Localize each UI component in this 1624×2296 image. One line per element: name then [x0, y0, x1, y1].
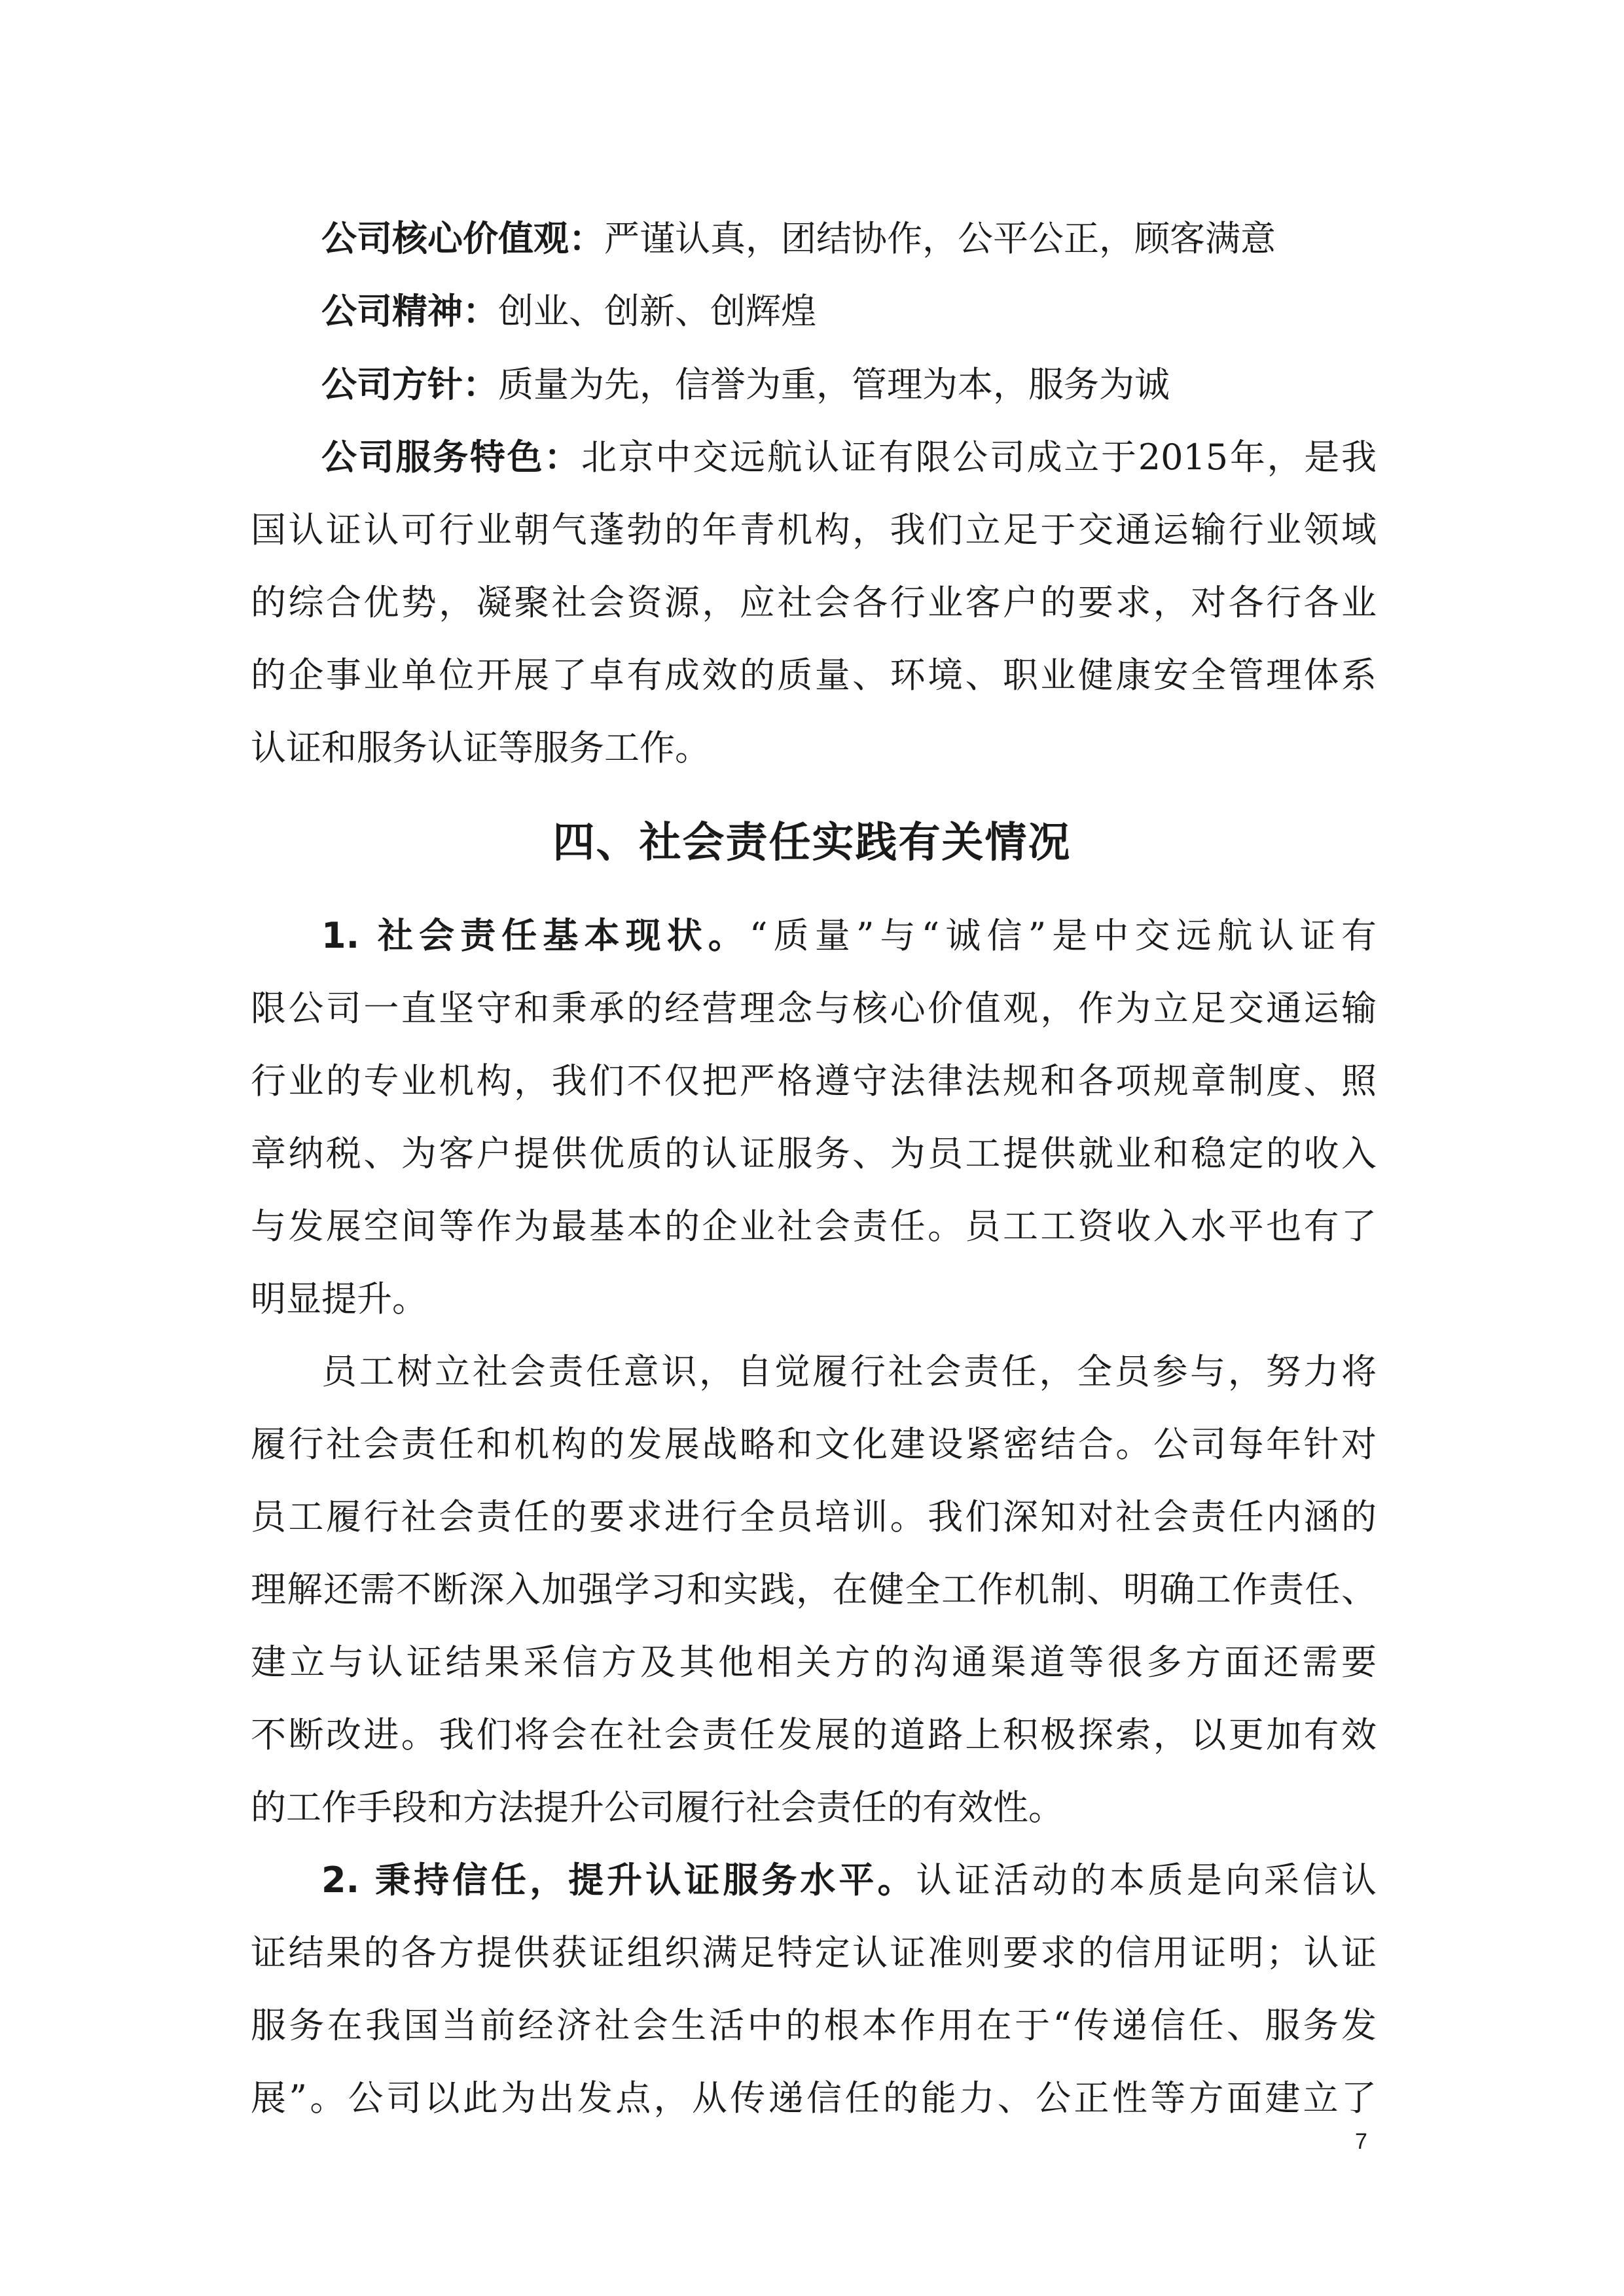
- core-values-line: [321, 216, 1377, 262]
- service-line-4: 的企事业单位开展了卓有成效的质量、环境、职业健康安全管理体系: [251, 655, 1377, 696]
- core-values-text: 严谨认真，团结协作，公平公正，顾客满意: [604, 218, 1276, 259]
- para2-line-2: 履行社会责任和机构的发展战略和文化建设紧密结合。公司每年针对: [251, 1424, 1377, 1465]
- item2-line-4: 展”。公司以此为出发点，从传递信任的能力、公正性等方面建立了: [251, 2077, 1377, 2119]
- policy-line: [321, 362, 1377, 408]
- para2-line-5: 建立与认证结果采信方及其他相关方的沟通渠道等很多方面还需要: [251, 1641, 1377, 1683]
- item1-line-6: 明显提升。: [251, 1278, 427, 1319]
- item2-line-1: [321, 1857, 1377, 1903]
- para2-line-1: 员工树立社会责任意识，自觉履行社会责任，全员参与，努力将: [321, 1351, 1377, 1392]
- spirit-text: 创业、创新、创辉煌: [498, 291, 816, 332]
- item1-line-3: 行业的专业机构，我们不仅把严格遵守法律法规和各项规章制度、照: [251, 1060, 1377, 1102]
- item1-line-5: 与发展空间等作为最基本的企业社会责任。员工工资收入水平也有了: [251, 1206, 1377, 1247]
- service-text: 北京中交远航认证有限公司成立于2015年，是我: [581, 437, 1377, 478]
- item1-line-4: 章纳税、为客户提供优质的认证服务、为员工提供就业和稳定的收入: [251, 1133, 1377, 1174]
- service-line-1: [321, 435, 1377, 480]
- spirit-label: 公司精神：: [321, 291, 498, 332]
- spirit-line: [321, 289, 1377, 334]
- item1-text: “质量”与“诚信”是中交远航认证有: [749, 915, 1377, 956]
- item2-text: 认证活动的本质是向采信认: [916, 1859, 1377, 1901]
- service-line-5: 认证和服务认证等服务工作。: [251, 727, 710, 768]
- item2-line-2: 证结果的各方提供获证组织满足特定认证准则要求的信用证明；认证: [251, 1932, 1377, 1973]
- policy-text: 质量为先，信誉为重，管理为本，服务为诚: [498, 364, 1170, 405]
- item2-line-3: 服务在我国当前经济社会生活中的根本作用在于“传递信任、服务发: [251, 2005, 1377, 2046]
- para2-line-7: 的工作手段和方法提升公司履行社会责任的有效性。: [251, 1787, 1064, 1828]
- service-label: 公司服务特色：: [321, 437, 581, 478]
- service-line-3: 的综合优势，凝聚社会资源，应社会各行业客户的要求，对各行各业: [251, 582, 1377, 623]
- para2-line-6: 不断改进。我们将会在社会责任发展的道路上积极探索，以更加有效: [251, 1714, 1377, 1755]
- item2-label: 2. 秉持信任，提升认证服务水平。: [321, 1859, 916, 1901]
- policy-label: 公司方针：: [321, 364, 498, 405]
- core-values-label: 公司核心价值观：: [321, 218, 604, 259]
- page-number: 7: [1355, 2129, 1367, 2154]
- item1-label: 1. 社会责任基本现状。: [321, 915, 749, 956]
- para2-line-3: 员工履行社会责任的要求进行全员培训。我们深知对社会责任内涵的: [251, 1496, 1377, 1537]
- item1-line-1: [321, 913, 1377, 959]
- item1-line-2: 限公司一直坚守和秉承的经营理念与核心价值观，作为立足交通运输: [251, 988, 1377, 1029]
- service-line-2: 国认证认可行业朝气蓬勃的年青机构，我们立足于交通运输行业领域: [251, 509, 1377, 550]
- para2-line-4: 理解还需不断深入加强学习和实践，在健全工作机制、明确工作责任、: [251, 1569, 1377, 1610]
- section-heading: 四、社会责任实践有关情况: [552, 819, 1072, 867]
